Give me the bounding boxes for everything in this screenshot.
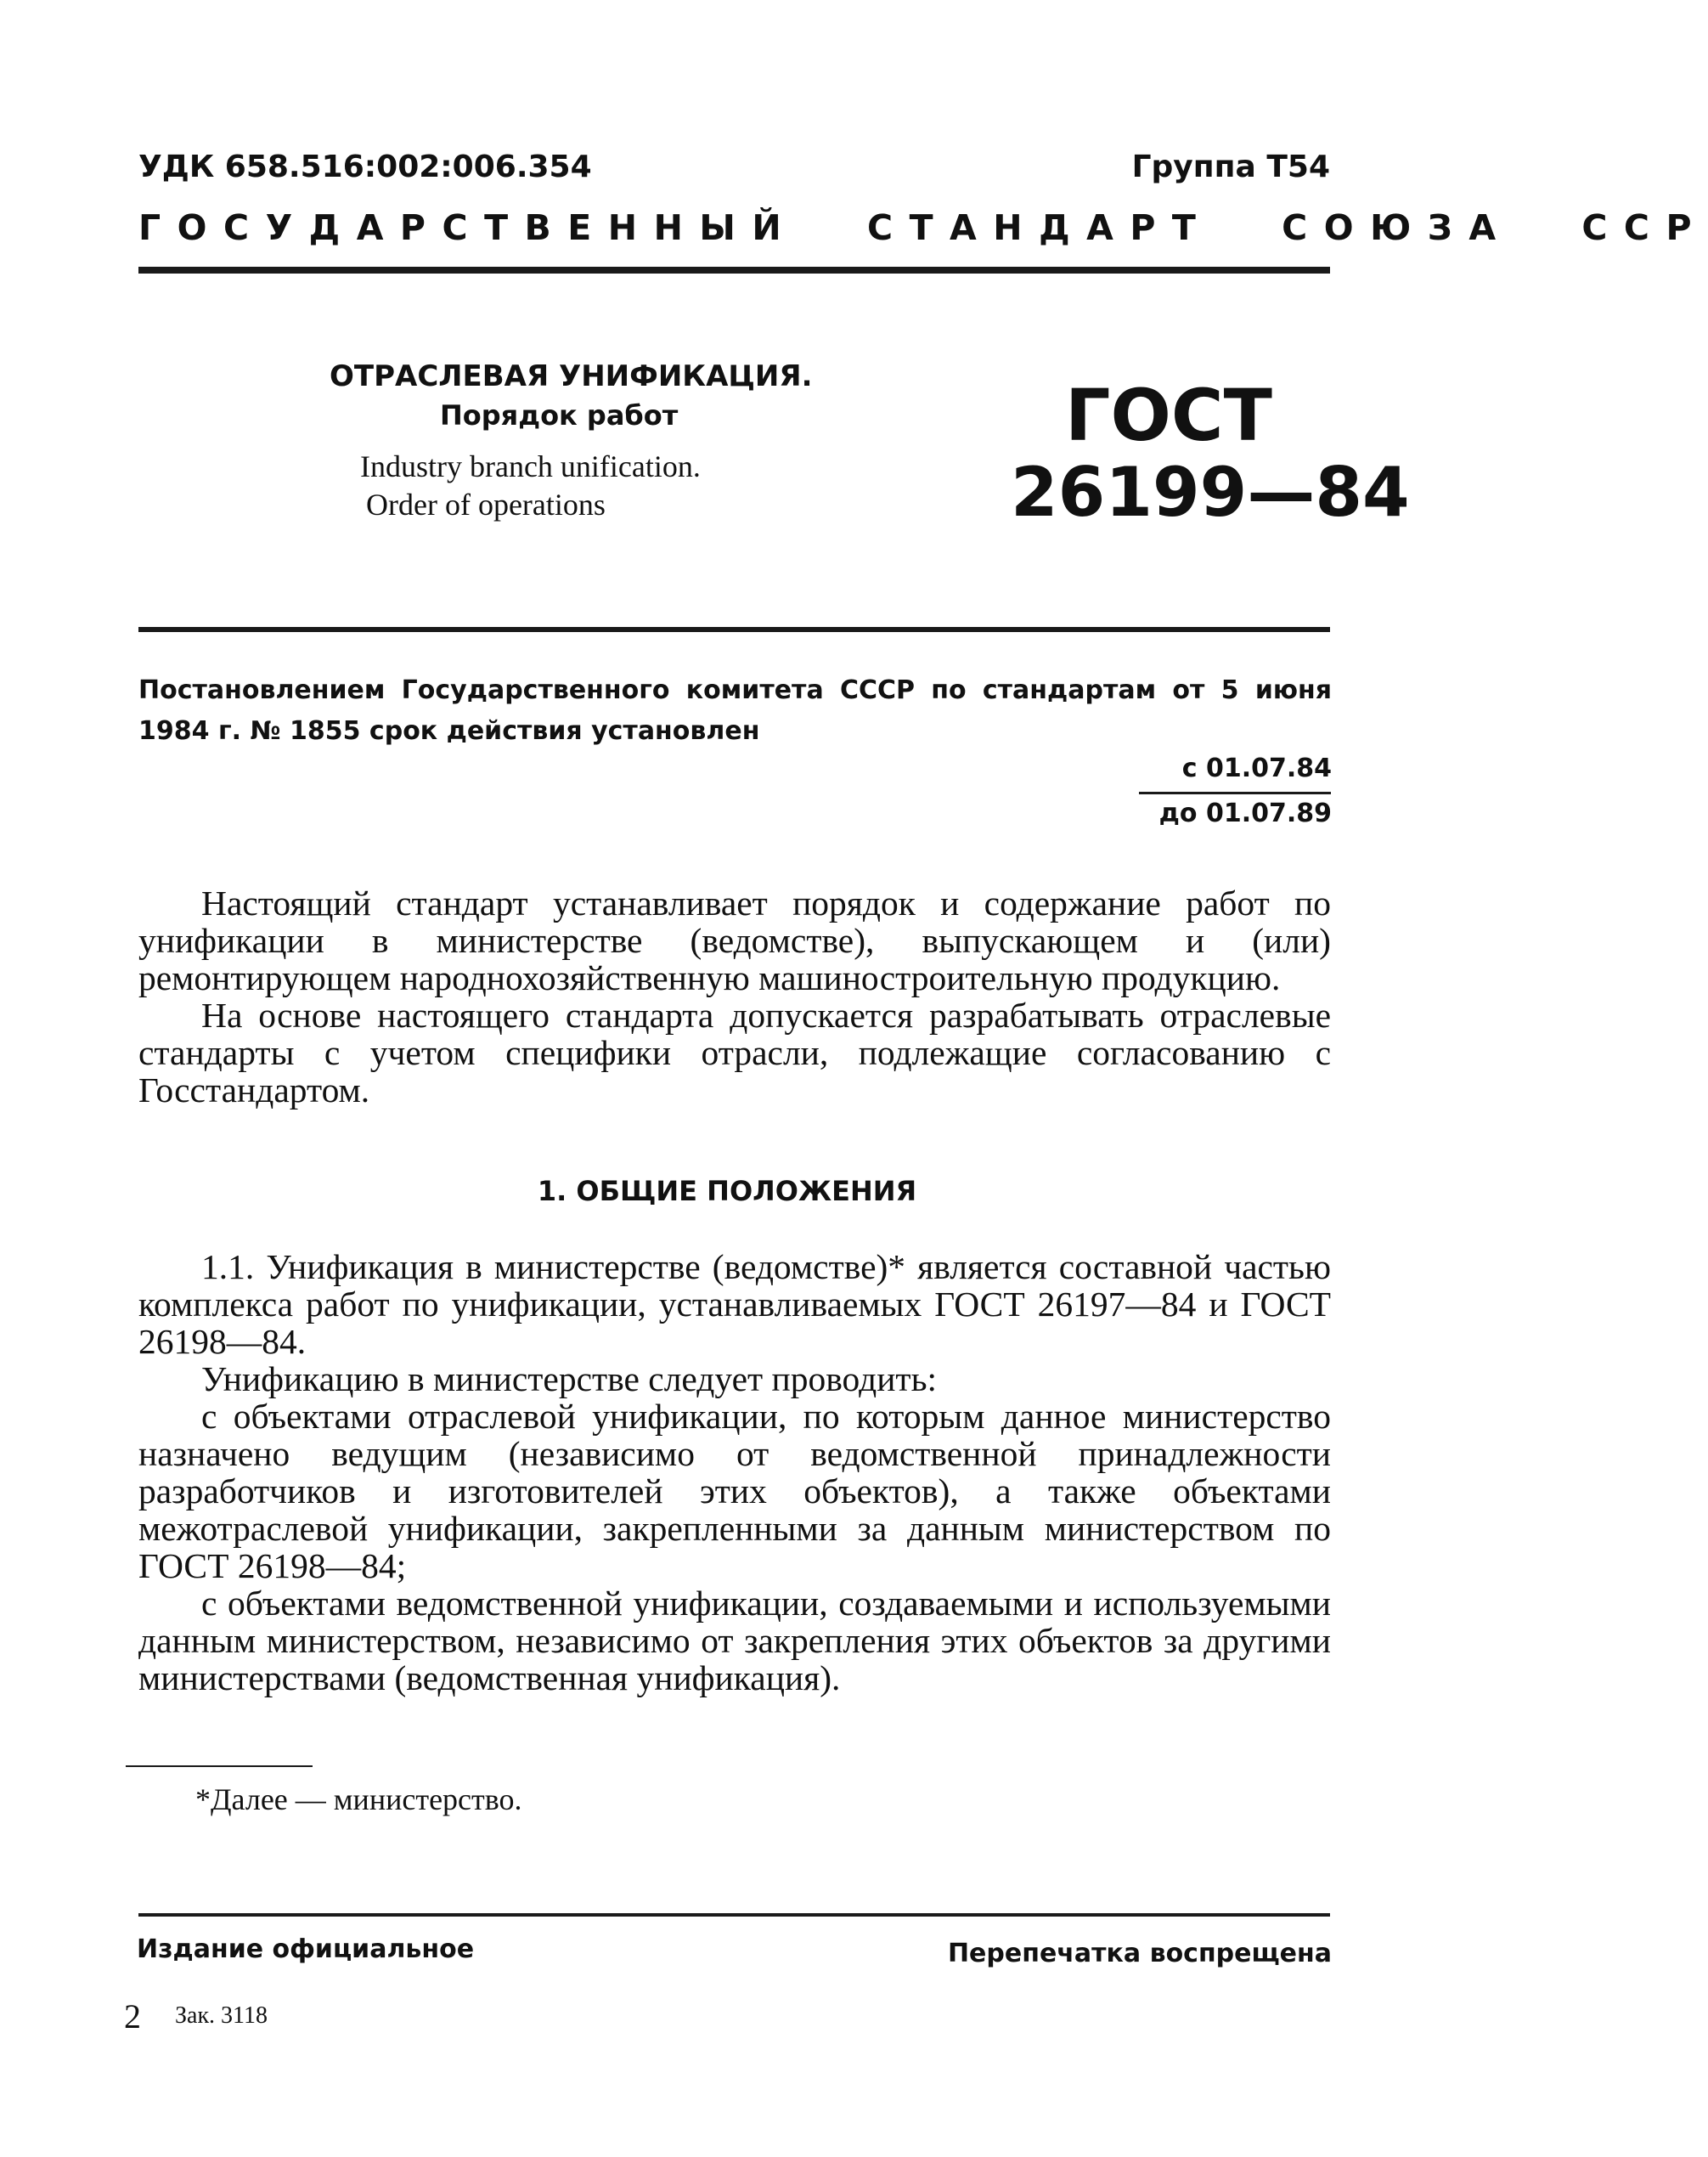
standard-banner: ГОСУДАРСТВЕННЫЙ СТАНДАРТ СОЮЗА ССР xyxy=(138,207,1708,248)
effective-date-to: до 01.07.89 xyxy=(1158,799,1332,828)
section-paragraph: с объектами отраслевой унификации, по которым данное министерство назначено ведущим (независимо от ведомственной принадлежности разработчиков и изготовителей этих объектов), а также объектами межотраслевой унификации, закрепленными за данным министерством по ГОСТ 26198—84; xyxy=(138,1397,1331,1585)
title-rule xyxy=(138,627,1330,632)
title-russian: ОТРАСЛЕВАЯ УНИФИКАЦИЯ. xyxy=(330,359,813,393)
official-edition: Издание официальное xyxy=(137,1934,475,1964)
section-paragraph: Унификацию в министерстве следует проводить: xyxy=(201,1359,938,1398)
title-english-line1: Industry branch unification. xyxy=(360,449,701,483)
footnote-rule xyxy=(126,1765,313,1767)
section-body xyxy=(138,1248,1331,1697)
effective-date-from: с 01.07.84 xyxy=(1181,754,1332,783)
intro-paragraph: Настоящий стандарт устанавливает порядок и содержание работ по унификации в министерстве (ведомстве), выпускающем и (или) ремонтирующем народнохозяйственную машиностроительную продукцию. xyxy=(138,884,1331,997)
reprint-notice: Перепечатка воспрещена xyxy=(947,1939,1332,1968)
subtitle-russian: Порядок работ xyxy=(440,399,679,432)
decree-text: Постановлением Государственного комитета СССР по стандартам от 5 июня 1984 г. № 1855 срок действия установлен xyxy=(138,675,1332,746)
intro-text xyxy=(138,884,1331,1109)
header-rule xyxy=(138,267,1330,274)
title-english-line2: Order of operations xyxy=(366,488,606,522)
udk-code: УДК 658.516:002:006.354 xyxy=(138,150,592,184)
page-number: 2 xyxy=(124,1997,141,2036)
date-divider xyxy=(1139,792,1331,794)
order-number: Зак. 3118 xyxy=(175,2002,268,2029)
intro-paragraph: На основе настоящего стандарта допускается разрабатывать отраслевые стандарты с учетом специфики отрасли, подлежащие согласованию с Госстандартом. xyxy=(138,996,1331,1110)
footer-rule xyxy=(138,1913,1330,1917)
gost-label: ГОСТ xyxy=(1065,374,1272,457)
group-code: Группа Т54 xyxy=(1131,150,1330,184)
section-paragraph: 1.1. Унификация в министерстве (ведомстве)* является составной частью комплекса работ по унификации, устанавливаемых ГОСТ 26197—84 и ГОСТ 26198—84. xyxy=(138,1247,1331,1361)
footnote: *Далее — министерство. xyxy=(195,1782,522,1816)
section-paragraph: с объектами ведомственной унификации, создаваемыми и используемыми данным министерством, независимо от закрепления этих объектов за другими министерствами (ведомственная унификация). xyxy=(138,1584,1331,1697)
gost-number: 26199—84 xyxy=(1011,453,1410,532)
section-heading: 1. ОБЩИЕ ПОЛОЖЕНИЯ xyxy=(537,1175,917,1207)
